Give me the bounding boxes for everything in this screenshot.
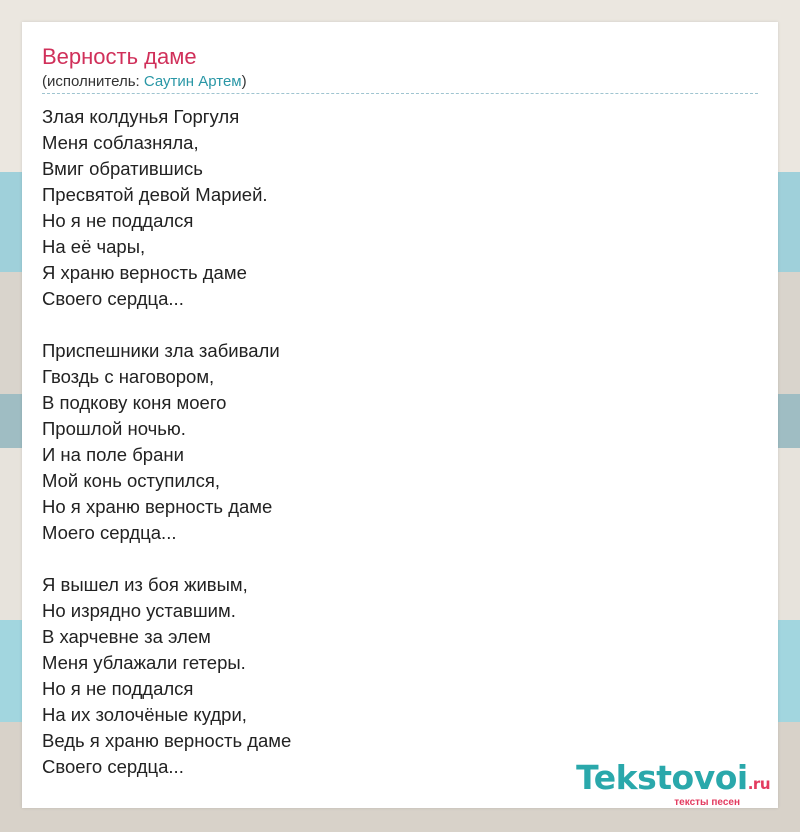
lyric-line: Пресвятой девой Марией. <box>42 184 268 205</box>
song-title: Верность даме <box>42 44 197 69</box>
lyric-line: Но изрядно уставшим. <box>42 600 236 621</box>
logo-tagline: тексты песен <box>674 797 740 808</box>
dashed-divider <box>42 93 758 94</box>
lyric-line: Гвоздь с наговором, <box>42 366 215 387</box>
lyric-line: Мой конь оступился, <box>42 470 220 491</box>
lyric-line: Ведь я храню верность даме <box>42 730 292 751</box>
logo-tld: .ru <box>747 775 770 793</box>
lyrics-card <box>22 22 778 808</box>
lyric-line: Но я храню верность даме <box>42 496 273 517</box>
stanza-1 <box>42 106 291 314</box>
lyric-line: На их золочёные кудри, <box>42 704 247 725</box>
lyric-line: Меня ублажали гетеры. <box>42 652 246 673</box>
artist-link[interactable]: Саутин Артем <box>143 73 242 90</box>
lyric-line: Приспешники зла забивали <box>42 340 280 361</box>
artist-suffix: ) <box>241 73 247 90</box>
lyric-line: Я храню верность даме <box>42 262 247 283</box>
logo-wordmark <box>576 758 770 801</box>
logo-main-text: Tekstovoi <box>576 758 748 797</box>
lyric-line: На её чары, <box>42 236 146 257</box>
lyric-line: Но я не поддался <box>42 210 194 231</box>
artist-prefix: (исполнитель: <box>42 73 144 90</box>
stanza-3 <box>42 574 291 782</box>
lyric-line: Но я не поддался <box>42 678 194 699</box>
site-logo[interactable] <box>576 758 770 808</box>
lyric-line: Вмиг обратившись <box>42 158 203 179</box>
lyric-line: И на поле брани <box>42 444 184 465</box>
lyric-line: Меня соблазняла, <box>42 132 199 153</box>
lyric-line: В подкову коня моего <box>42 392 227 413</box>
lyric-line: Я вышел из боя живым, <box>42 574 248 595</box>
lyrics-body <box>42 106 291 808</box>
artist-line <box>42 73 247 91</box>
lyric-line: Своего сердца... <box>42 756 184 777</box>
lyric-line: Злая колдунья Горгуля <box>42 106 240 127</box>
lyric-line: В харчевне за элем <box>42 626 211 647</box>
lyric-line: Моего сердца... <box>42 522 177 543</box>
lyric-line: Своего сердца... <box>42 288 184 309</box>
stanza-2 <box>42 340 291 548</box>
lyric-line: Прошлой ночью. <box>42 418 186 439</box>
